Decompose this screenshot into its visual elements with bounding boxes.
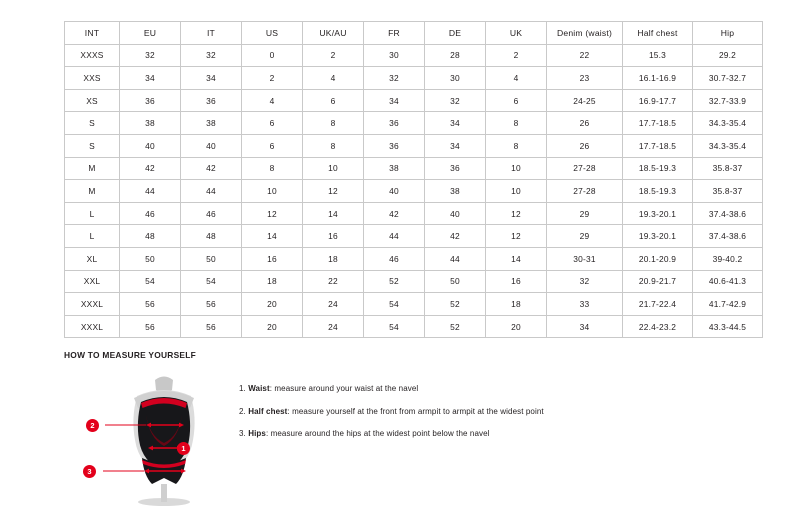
- table-cell: 4: [486, 67, 547, 90]
- table-cell: XL: [65, 247, 120, 270]
- table-cell: L: [65, 202, 120, 225]
- table-cell: 6: [242, 112, 303, 135]
- table-cell: 0: [242, 44, 303, 67]
- table-cell: 19.3-20.1: [623, 202, 693, 225]
- table-cell: 29: [547, 225, 623, 248]
- table-cell: 15.3: [623, 44, 693, 67]
- table-row: [65, 112, 763, 135]
- table-cell: 34: [425, 112, 486, 135]
- table-cell: 34: [120, 67, 181, 90]
- column-header: Hip: [693, 22, 763, 45]
- table-cell: XXXL: [65, 315, 120, 338]
- table-cell: 32: [120, 44, 181, 67]
- how-to-measure-section: [64, 350, 734, 476]
- table-cell: 52: [425, 315, 486, 338]
- table-cell: 43.3-44.5: [693, 315, 763, 338]
- measure-step-number: 1.: [239, 384, 246, 393]
- table-cell: 36: [364, 112, 425, 135]
- table-cell: 18: [242, 270, 303, 293]
- measure-step-text: : measure around your waist at the navel: [269, 384, 419, 393]
- table-cell: 28: [425, 44, 486, 67]
- column-header: Half chest: [623, 22, 693, 45]
- table-cell: 6: [303, 89, 364, 112]
- table-cell: 14: [242, 225, 303, 248]
- measure-step-term: Waist: [248, 384, 270, 393]
- measure-step-term: Half chest: [248, 406, 288, 416]
- table-row: [65, 134, 763, 157]
- table-cell: 34: [364, 89, 425, 112]
- table-cell: 16: [303, 225, 364, 248]
- table-cell: 35.8-37: [693, 180, 763, 203]
- table-cell: 48: [181, 225, 242, 248]
- table-cell: 32: [364, 67, 425, 90]
- table-cell: 20.9-21.7: [623, 270, 693, 293]
- table-row: [65, 225, 763, 248]
- table-header-row: [65, 22, 763, 45]
- table-cell: 29.2: [693, 44, 763, 67]
- table-cell: 56: [181, 315, 242, 338]
- table-cell: 2: [486, 44, 547, 67]
- table-cell: 22: [303, 270, 364, 293]
- table-cell: 12: [486, 202, 547, 225]
- table-cell: 20: [486, 315, 547, 338]
- table-cell: 30-31: [547, 247, 623, 270]
- measure-step: [239, 384, 719, 394]
- table-cell: 30: [425, 67, 486, 90]
- table-cell: 16: [242, 247, 303, 270]
- table-cell: 18: [303, 247, 364, 270]
- table-cell: 17.7-18.5: [623, 112, 693, 135]
- column-header: FR: [364, 22, 425, 45]
- table-cell: 44: [120, 180, 181, 203]
- table-cell: XXXS: [65, 44, 120, 67]
- table-cell: 34: [547, 315, 623, 338]
- table-cell: 8: [242, 157, 303, 180]
- column-header: EU: [120, 22, 181, 45]
- table-cell: 8: [486, 134, 547, 157]
- table-cell: 52: [364, 270, 425, 293]
- column-header: INT: [65, 22, 120, 45]
- table-cell: 37.4-38.6: [693, 225, 763, 248]
- table-row: [65, 157, 763, 180]
- table-cell: 54: [120, 270, 181, 293]
- table-cell: 26: [547, 134, 623, 157]
- table-cell: 24: [303, 315, 364, 338]
- table-cell: 32: [425, 89, 486, 112]
- table-cell: 40: [181, 134, 242, 157]
- table-cell: 36: [364, 134, 425, 157]
- table-row: [65, 202, 763, 225]
- table-row: [65, 67, 763, 90]
- table-cell: 40: [425, 202, 486, 225]
- column-header: US: [242, 22, 303, 45]
- mannequin-illustration: [89, 372, 239, 507]
- table-cell: 24: [303, 293, 364, 316]
- table-cell: 22.4-23.2: [623, 315, 693, 338]
- table-cell: 18.5-19.3: [623, 157, 693, 180]
- table-body: [65, 44, 763, 338]
- table-cell: 4: [303, 67, 364, 90]
- table-cell: 27-28: [547, 180, 623, 203]
- table-row: [65, 293, 763, 316]
- table-cell: 4: [242, 89, 303, 112]
- table-header: [65, 22, 763, 45]
- table-cell: 10: [486, 180, 547, 203]
- table-cell: 46: [181, 202, 242, 225]
- table-cell: 10: [242, 180, 303, 203]
- table-cell: 46: [120, 202, 181, 225]
- how-to-measure-title: HOW TO MEASURE YOURSELF: [64, 350, 197, 360]
- table-cell: 34: [181, 67, 242, 90]
- table-cell: XXS: [65, 67, 120, 90]
- table-cell: 56: [120, 293, 181, 316]
- table-cell: 38: [425, 180, 486, 203]
- table-cell: 48: [120, 225, 181, 248]
- table-cell: 40.6-41.3: [693, 270, 763, 293]
- table-cell: 6: [486, 89, 547, 112]
- table-cell: 35.8-37: [693, 157, 763, 180]
- table-cell: 56: [181, 293, 242, 316]
- measure-step-text: : measure around the hips at the widest point below the navel: [265, 429, 490, 439]
- table-cell: S: [65, 134, 120, 157]
- measure-bullet-1: 1: [177, 442, 190, 455]
- table-cell: 19.3-20.1: [623, 225, 693, 248]
- table-cell: 32: [181, 44, 242, 67]
- table-cell: XS: [65, 89, 120, 112]
- measure-step-text: : measure yourself at the front from armpit to armpit at the widest point: [287, 406, 544, 416]
- table-cell: 38: [364, 157, 425, 180]
- column-header: IT: [181, 22, 242, 45]
- table-cell: 16: [486, 270, 547, 293]
- table-row: [65, 89, 763, 112]
- table-cell: 50: [120, 247, 181, 270]
- table-cell: 32.7-33.9: [693, 89, 763, 112]
- table-cell: 20: [242, 315, 303, 338]
- table-cell: 50: [425, 270, 486, 293]
- table-cell: 27-28: [547, 157, 623, 180]
- table-cell: 37.4-38.6: [693, 202, 763, 225]
- table-cell: 21.7-22.4: [623, 293, 693, 316]
- table-cell: 40: [120, 134, 181, 157]
- table-cell: 36: [425, 157, 486, 180]
- table-cell: 54: [364, 315, 425, 338]
- table-cell: 54: [181, 270, 242, 293]
- size-chart-table: [64, 21, 763, 338]
- table-cell: 2: [303, 44, 364, 67]
- table-cell: 22: [547, 44, 623, 67]
- table-cell: 6: [242, 134, 303, 157]
- table-cell: 46: [364, 247, 425, 270]
- table-cell: 29: [547, 202, 623, 225]
- table-row: [65, 270, 763, 293]
- table-cell: 44: [364, 225, 425, 248]
- table-cell: 23: [547, 67, 623, 90]
- measure-step: [239, 429, 719, 439]
- measure-step: [239, 407, 719, 417]
- table-row: [65, 180, 763, 203]
- measure-step-term: Hips: [248, 429, 266, 439]
- size-chart-container: [64, 21, 747, 338]
- column-header: UK/AU: [303, 22, 364, 45]
- table-cell: 40: [364, 180, 425, 203]
- column-header: Denim (waist): [547, 22, 623, 45]
- table-cell: 14: [486, 247, 547, 270]
- table-cell: 44: [181, 180, 242, 203]
- table-row: [65, 315, 763, 338]
- table-cell: M: [65, 180, 120, 203]
- table-cell: 34.3-35.4: [693, 112, 763, 135]
- table-cell: S: [65, 112, 120, 135]
- mannequin-svg: [89, 372, 239, 507]
- measure-bullet-2: 2: [86, 419, 99, 432]
- table-cell: 38: [181, 112, 242, 135]
- table-cell: 16.9-17.7: [623, 89, 693, 112]
- table-cell: 42: [120, 157, 181, 180]
- table-cell: 36: [120, 89, 181, 112]
- table-row: [65, 247, 763, 270]
- table-cell: 38: [120, 112, 181, 135]
- measure-step-number: 3.: [239, 429, 246, 439]
- table-cell: 32: [547, 270, 623, 293]
- measure-steps-list: [239, 384, 719, 452]
- table-cell: 12: [486, 225, 547, 248]
- table-cell: 52: [425, 293, 486, 316]
- table-cell: 18.5-19.3: [623, 180, 693, 203]
- table-cell: 41.7-42.9: [693, 293, 763, 316]
- table-cell: 30: [364, 44, 425, 67]
- table-cell: 42: [425, 225, 486, 248]
- table-cell: XXXL: [65, 293, 120, 316]
- table-cell: 36: [181, 89, 242, 112]
- table-cell: 50: [181, 247, 242, 270]
- table-cell: 12: [303, 180, 364, 203]
- table-cell: 44: [425, 247, 486, 270]
- measure-bullet-3: 3: [83, 465, 96, 478]
- table-cell: 34.3-35.4: [693, 134, 763, 157]
- table-cell: 14: [303, 202, 364, 225]
- table-cell: 20: [242, 293, 303, 316]
- table-cell: 34: [425, 134, 486, 157]
- table-cell: 33: [547, 293, 623, 316]
- table-cell: 30.7-32.7: [693, 67, 763, 90]
- table-cell: 42: [181, 157, 242, 180]
- table-cell: 20.1-20.9: [623, 247, 693, 270]
- table-cell: 2: [242, 67, 303, 90]
- table-cell: L: [65, 225, 120, 248]
- table-cell: 8: [303, 112, 364, 135]
- column-header: DE: [425, 22, 486, 45]
- table-cell: 16.1-16.9: [623, 67, 693, 90]
- table-row: [65, 44, 763, 67]
- measure-step-number: 2.: [239, 406, 246, 416]
- table-cell: 8: [303, 134, 364, 157]
- table-cell: 54: [364, 293, 425, 316]
- table-cell: 42: [364, 202, 425, 225]
- table-cell: 26: [547, 112, 623, 135]
- table-cell: M: [65, 157, 120, 180]
- table-cell: 24-25: [547, 89, 623, 112]
- table-cell: 8: [486, 112, 547, 135]
- table-cell: 39-40.2: [693, 247, 763, 270]
- table-cell: XXL: [65, 270, 120, 293]
- column-header: UK: [486, 22, 547, 45]
- table-cell: 18: [486, 293, 547, 316]
- table-cell: 12: [242, 202, 303, 225]
- table-cell: 17.7-18.5: [623, 134, 693, 157]
- table-cell: 10: [303, 157, 364, 180]
- table-cell: 10: [486, 157, 547, 180]
- table-cell: 56: [120, 315, 181, 338]
